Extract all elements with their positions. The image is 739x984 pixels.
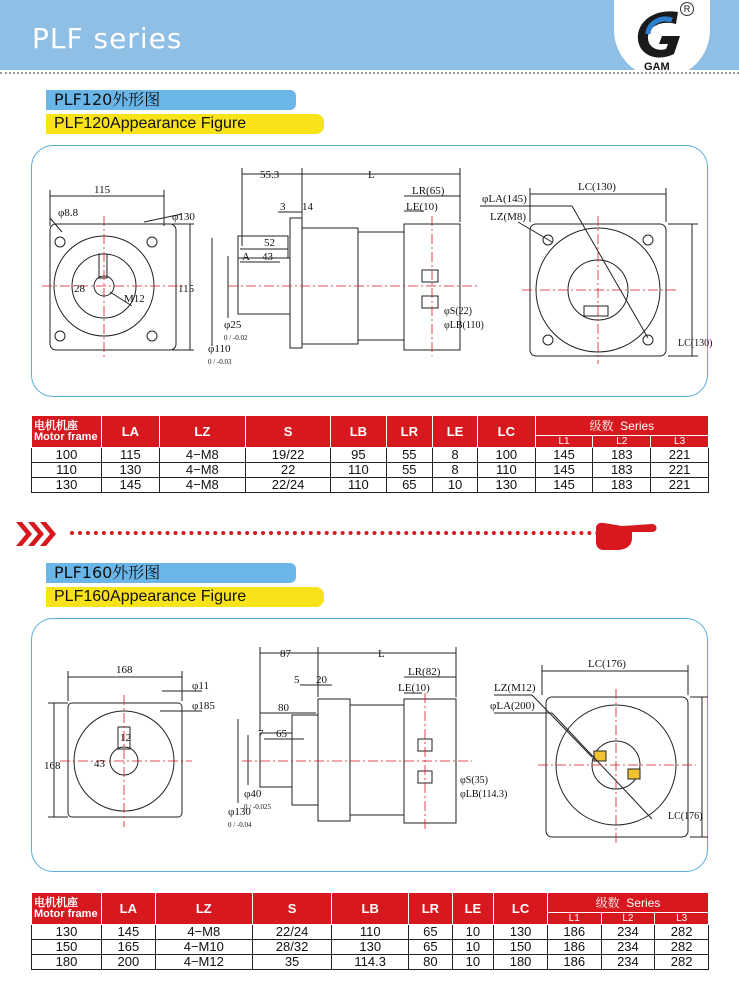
front-hole-label: φ11 [192, 680, 209, 692]
side-d52-label: 52 [264, 237, 275, 249]
section2-spec-table [31, 892, 709, 970]
section1-drawing-box [31, 145, 713, 397]
side-top-label: 87 [280, 648, 291, 660]
side-shaft-tol: 0 / -0.025 [244, 803, 272, 811]
side-pilot-label: φ110 [208, 343, 231, 355]
col-header: LA [102, 416, 160, 448]
pointing-hand-icon [592, 514, 662, 554]
section1-title-cn: PLF120外形图 [46, 90, 296, 110]
front-key-label: 12 [120, 732, 131, 744]
side-lr-label: LR(82) [408, 666, 441, 678]
side-d80-label: 80 [278, 702, 289, 714]
side-length-label: L [378, 648, 385, 660]
registered-mark: R [680, 2, 694, 16]
section2-title-en: PLF160Appearance Figure [46, 587, 324, 607]
side-lb-label: φLB(114.3) [460, 789, 508, 800]
col-header: LE [452, 893, 494, 925]
motor-frame-header: 电机机座 Motor frame [32, 893, 102, 925]
col-header: LR [409, 893, 452, 925]
col-header: LC [477, 416, 535, 448]
triple-chevron-icon [12, 514, 72, 554]
motor-frame-header: 电机机座 Motor frame [32, 416, 102, 448]
table-row: 130 145 4−M8 22/24 110 65 10 130 145 183 221 [32, 478, 709, 493]
series-header: 级数 Series [547, 893, 708, 913]
side-d5-label: 5 [294, 674, 300, 686]
gam-logo-icon [614, 0, 710, 78]
col-header: S [252, 893, 331, 925]
table-row: 100 115 4−M8 19/22 95 55 8 100 145 183 221 [32, 448, 709, 463]
flange-lz-label: LZ(M8) [490, 211, 527, 223]
flange-la-label: φLA(200) [490, 700, 535, 712]
side-length-label: L [368, 169, 375, 181]
side-lr-label: LR(65) [412, 185, 445, 197]
col-header: LZ [155, 893, 252, 925]
table-row: 110 130 4−M8 22 110 55 8 110 145 183 221 [32, 463, 709, 478]
brand-logo [614, 0, 710, 78]
side-le-label: LE(10) [398, 682, 430, 694]
side-d65-label: 65 [276, 728, 287, 740]
table-row: 180 200 4−M12 35 114.3 80 10 180 186 234 282 [32, 955, 709, 970]
col-header: LB [331, 416, 386, 448]
logo-text: GAM [644, 61, 670, 73]
side-pilot-label: φ130 [228, 806, 251, 818]
table-row: 150 165 4−M10 28/32 130 65 10 150 186 234 282 [32, 940, 709, 955]
dotted-line [70, 531, 600, 535]
series-sub-header: L1 [535, 436, 593, 448]
side-pilot-tol: 0 / -0.03 [208, 358, 232, 366]
side-shaft-tol: 0 / -0.02 [224, 334, 248, 342]
front-width-label: 168 [116, 664, 133, 676]
side-d43-label: 43 [262, 251, 273, 263]
side-le-label: LE(10) [406, 201, 438, 213]
side-shaft-label: φ40 [244, 788, 262, 800]
col-header: LB [332, 893, 409, 925]
series-sub-header: L3 [651, 436, 709, 448]
side-d14-label: 14 [302, 201, 313, 213]
side-lb-label: φLB(110) [444, 320, 484, 331]
front-pcd-label: φ185 [192, 700, 215, 712]
section2-title-cn: PLF160外形图 [46, 563, 296, 583]
plf120-drawing [32, 146, 713, 398]
front-width-label: 115 [94, 184, 111, 196]
flange-lc-label: LC(130) [578, 181, 616, 193]
flange-lc-label: LC(176) [588, 658, 626, 670]
side-s-label: φS(35) [460, 775, 488, 786]
series-sub-header: L1 [547, 913, 601, 925]
side-pilot-tol: 0 / -0.04 [228, 821, 252, 829]
side-top-label: 55.3 [260, 169, 280, 181]
page-title: PLF series [32, 22, 183, 55]
front-key-label: 28 [74, 283, 85, 295]
header-divider [0, 72, 739, 74]
section-divider [0, 514, 739, 554]
flange-lz-label: LZ(M12) [494, 682, 536, 694]
side-d3-label: 3 [280, 201, 286, 213]
side-da-label: A [242, 251, 250, 263]
side-d20-label: 20 [316, 674, 327, 686]
series-sub-header: L2 [601, 913, 655, 925]
front-height-label: 168 [44, 760, 61, 772]
table-row: 130 145 4−M8 22/24 110 65 10 130 186 234 282 [32, 925, 709, 940]
flange-lc-v-label: LC(176) [668, 811, 703, 822]
series-sub-header: L3 [655, 913, 709, 925]
front-thread-label: M12 [124, 293, 145, 305]
side-d7-label: 7 [258, 728, 264, 740]
front-dim43-label: 43 [94, 758, 105, 770]
series-header: 级数 Series [535, 416, 708, 436]
col-header: LA [102, 893, 156, 925]
plf160-drawing [32, 619, 709, 873]
section1-spec-table [31, 415, 709, 493]
side-shaft-label: φ25 [224, 319, 242, 331]
side-s-label: φS(22) [444, 306, 472, 317]
front-height-label: 115 [178, 283, 195, 295]
col-header: S [245, 416, 330, 448]
front-pcd-label: φ130 [172, 211, 195, 223]
col-header: LR [386, 416, 433, 448]
col-header: LE [433, 416, 478, 448]
front-hole-label: φ8.8 [58, 207, 79, 219]
flange-la-label: φLA(145) [482, 193, 527, 205]
flange-lc-v-label: LC(130) [678, 338, 713, 349]
section2-drawing-box [31, 618, 708, 872]
series-sub-header: L2 [593, 436, 651, 448]
col-header: LZ [159, 416, 245, 448]
col-header: LC [494, 893, 548, 925]
section1-title-en: PLF120Appearance Figure [46, 114, 324, 134]
